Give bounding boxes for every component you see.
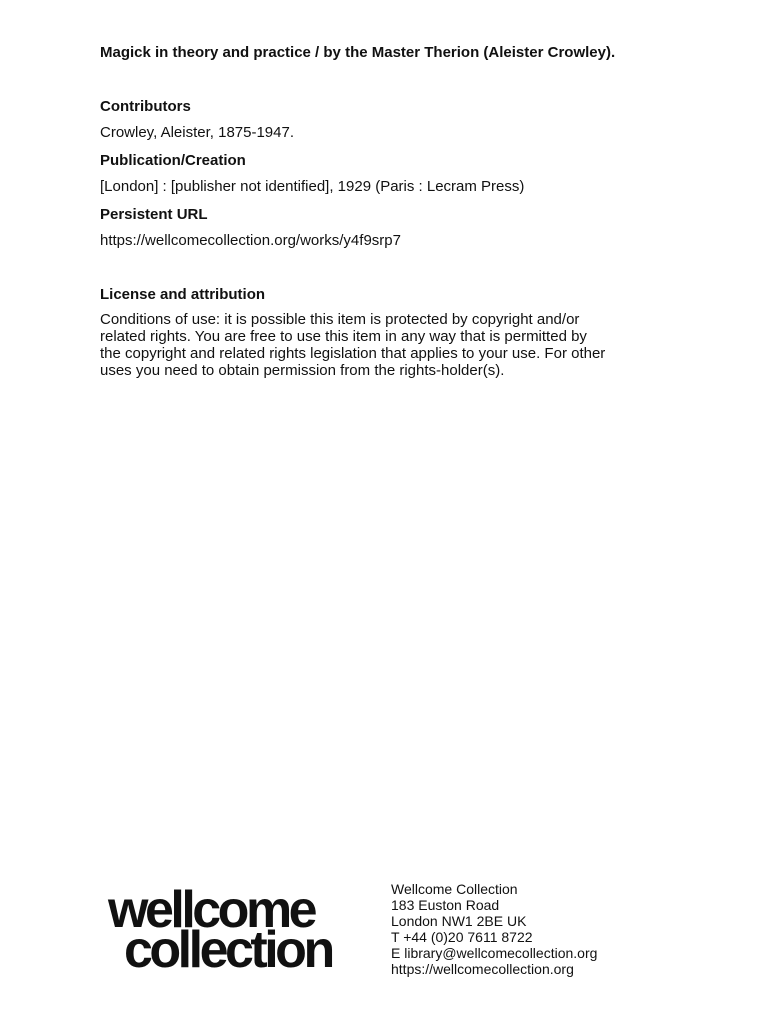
address-website[interactable]: https://wellcomecollection.org [391, 961, 574, 977]
contributors-label: Contributors [100, 98, 191, 115]
license-text [100, 311, 680, 379]
address-phone: T +44 (0)20 7611 8722 [391, 929, 533, 945]
address-street: 183 Euston Road [391, 897, 500, 913]
license-line: related rights. You are free to use this item in any way that is permitted by [100, 328, 587, 345]
contributors-value: Crowley, Aleister, 1875-1947. [100, 124, 294, 141]
document-body [100, 43, 680, 379]
license-label: License and attribution [100, 286, 266, 303]
document-title: Magick in theory and practice / by the Master Therion (Aleister Crowley). [100, 44, 616, 61]
logo-text-collection: collection [124, 921, 332, 979]
address-email[interactable]: E library@wellcomecollection.org [391, 945, 598, 961]
publication-label: Publication/Creation [100, 152, 246, 169]
license-line: uses you need to obtain permission from the rights-holder(s). [100, 362, 505, 379]
persistent-url-label: Persistent URL [100, 206, 208, 223]
license-line: Conditions of use: it is possible this item is protected by copyright and/or [100, 311, 580, 328]
logo-text-wellcome: wellcome [108, 881, 315, 939]
publication-value: [London] : [publisher not identified], 1929 (Paris : Lecram Press) [100, 178, 525, 195]
wellcome-collection-logo [108, 881, 378, 979]
address-city: London NW1 2BE UK [391, 913, 527, 929]
license-line: the copyright and related rights legislation that applies to your use. For other [100, 345, 606, 362]
persistent-url-link[interactable]: https://wellcomecollection.org/works/y4f9srp7 [100, 232, 401, 249]
footer-address [391, 881, 597, 977]
address-org-name: Wellcome Collection [391, 881, 518, 897]
